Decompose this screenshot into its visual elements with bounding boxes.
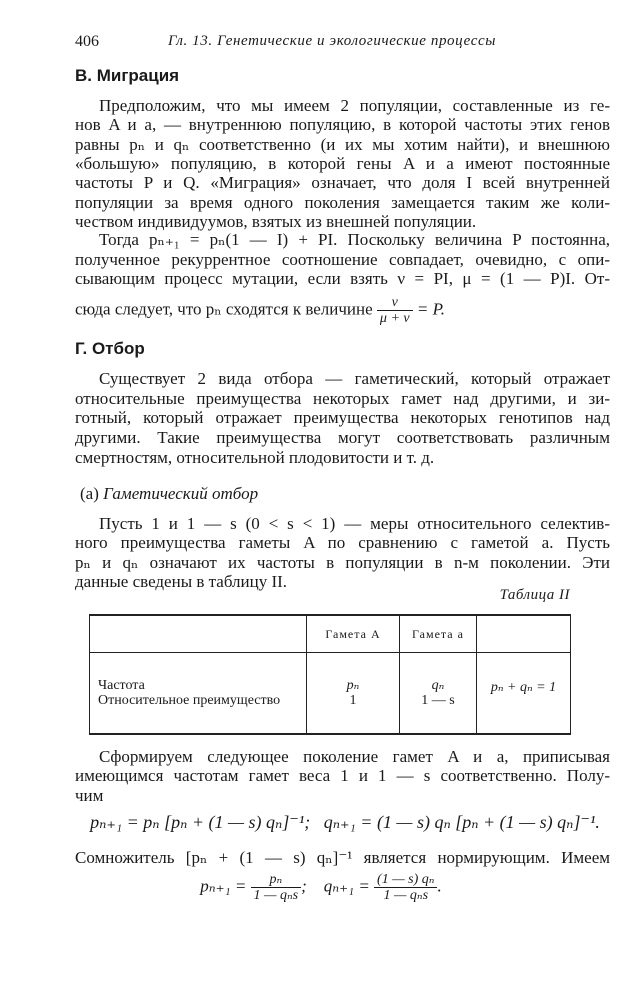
paragraph-line: другими. Такие преимущества могут соответствовать различным xyxy=(75,428,610,448)
paragraph-line: нов A и a, — внутреннюю популяцию, в которой частоты этих генов xyxy=(75,115,610,135)
subheading-title: Гаметический отбор xyxy=(103,484,259,503)
paragraph-line: чим xyxy=(75,785,104,805)
table-caption: Таблица II xyxy=(499,587,570,603)
table-cell-gamete-a xyxy=(307,653,400,735)
paragraph-line: относительные преимущества некоторых гамет над другими, и зи- xyxy=(75,388,610,408)
table-header-cell: Гамета A xyxy=(307,615,400,653)
paragraph-line: полученное рекуррентное соотношение совпадает, очевидно, с опи- xyxy=(75,249,610,269)
paragraph-line: популяции за время одного поколения замещается таким же коли- xyxy=(75,192,610,212)
table-row-labels xyxy=(90,653,307,735)
row-label: Относительное преимущество xyxy=(98,693,281,708)
numerator: pₙ xyxy=(251,872,302,888)
paragraph-line: данные сведены в таблицу II. xyxy=(75,571,288,591)
table-header-row xyxy=(90,615,571,653)
page-number: 406 xyxy=(75,33,99,50)
section-heading-migration: В. Миграция xyxy=(75,66,180,85)
cell-value: 1 xyxy=(349,693,357,708)
text: сюда следует, что pₙ сходятся к величине xyxy=(75,299,373,319)
table-row xyxy=(90,653,571,735)
paragraph-line: «большую» популяцию, в которой гены A и a имеют постоянные xyxy=(75,153,610,173)
period: . xyxy=(437,876,442,896)
paragraph-line: Сформируем следующее поколение гамет A и a, приписывая xyxy=(99,747,610,766)
numerator: (1 — s) qₙ xyxy=(374,872,437,888)
table-header-cell xyxy=(477,615,571,653)
paragraph-line: имеющимся частотам гамет веса 1 и 1 — s соответственно. Полу- xyxy=(75,766,610,786)
denominator: μ + ν xyxy=(379,311,410,326)
paragraph-normalizing: Сомножитель [pₙ + (1 — s) qₙ]⁻¹ является нормирующим. Имеем xyxy=(75,848,610,867)
paragraph-line: Пусть 1 и 1 — s (0 < s < 1) — меры относительного селектив- xyxy=(99,514,610,533)
numerator: ν xyxy=(377,295,413,311)
paragraph-line: Существует 2 вида отбора — гаметический, который отражает xyxy=(99,369,610,388)
fraction xyxy=(251,872,302,903)
equation-fractions xyxy=(0,872,642,903)
paragraph-line: равны pₙ и qₙ соответственно (и их мы хотим найти), и внешнюю xyxy=(75,134,610,154)
table-header-cell: Гамета a xyxy=(400,615,477,653)
paragraph-line xyxy=(75,295,610,326)
cell-value: pₙ xyxy=(346,678,360,693)
paragraph-line: сывающим процесс мутации, если взять ν = PI, μ = (1 — P)I. От- xyxy=(75,269,610,288)
fraction xyxy=(377,295,413,326)
equation-recurrence: pₙ₊₁ = pₙ [pₙ + (1 — s) qₙ]⁻¹; qₙ₊₁ = (1 — s) qₙ [pₙ + (1 — s) qₙ]⁻¹. xyxy=(90,812,600,832)
paragraph-line: ного преимущества гаметы A по сравнению с гаметой a. Пусть xyxy=(75,533,610,553)
table-cell-gamete-a-small xyxy=(400,653,477,735)
subheading-label: (a) xyxy=(80,484,99,503)
text: = P. xyxy=(416,299,446,319)
paragraph-line: pₙ и qₙ означают их частоты в популяции в n-м поколении. Эти xyxy=(75,552,610,572)
denominator: 1 — qₙs xyxy=(383,888,429,903)
paragraph-line: смертностям, относительной плодовитости и т. д. xyxy=(75,447,435,467)
eq-lhs: qₙ₊₁ = xyxy=(323,876,370,896)
table-cell-sum: pₙ + qₙ = 1 xyxy=(477,653,571,735)
cell-value: 1 — s xyxy=(421,693,455,708)
eq-lhs: pₙ₊₁ = xyxy=(200,876,247,896)
paragraph-line: чеством индивидуумов, взятых из внешней популяции. xyxy=(75,211,477,231)
paragraph-line: готный, который отражает преимущества некоторых генотипов над xyxy=(75,408,610,428)
paragraph-line: Предположим, что мы имеем 2 популяции, составленные из ге- xyxy=(99,96,610,115)
cell-value: qₙ xyxy=(431,678,445,693)
section-heading-selection: Г. Отбор xyxy=(75,339,145,358)
denominator: 1 — qₙs xyxy=(253,888,299,903)
table-header-cell xyxy=(90,615,307,653)
separator: ; xyxy=(301,876,307,896)
fraction xyxy=(374,872,437,903)
row-label: Частота xyxy=(98,678,145,693)
subheading xyxy=(80,484,258,504)
running-title: Гл. 13. Генетические и экологические процессы xyxy=(168,33,496,49)
paragraph-line: частоты P и Q. «Миграция» означает, что доля I всей внутренней xyxy=(75,173,610,193)
paragraph-line: Тогда pₙ₊₁ = pₙ(1 — I) + PI. Поскольку величина P постоянна, xyxy=(99,230,610,249)
table-ii xyxy=(89,614,571,735)
